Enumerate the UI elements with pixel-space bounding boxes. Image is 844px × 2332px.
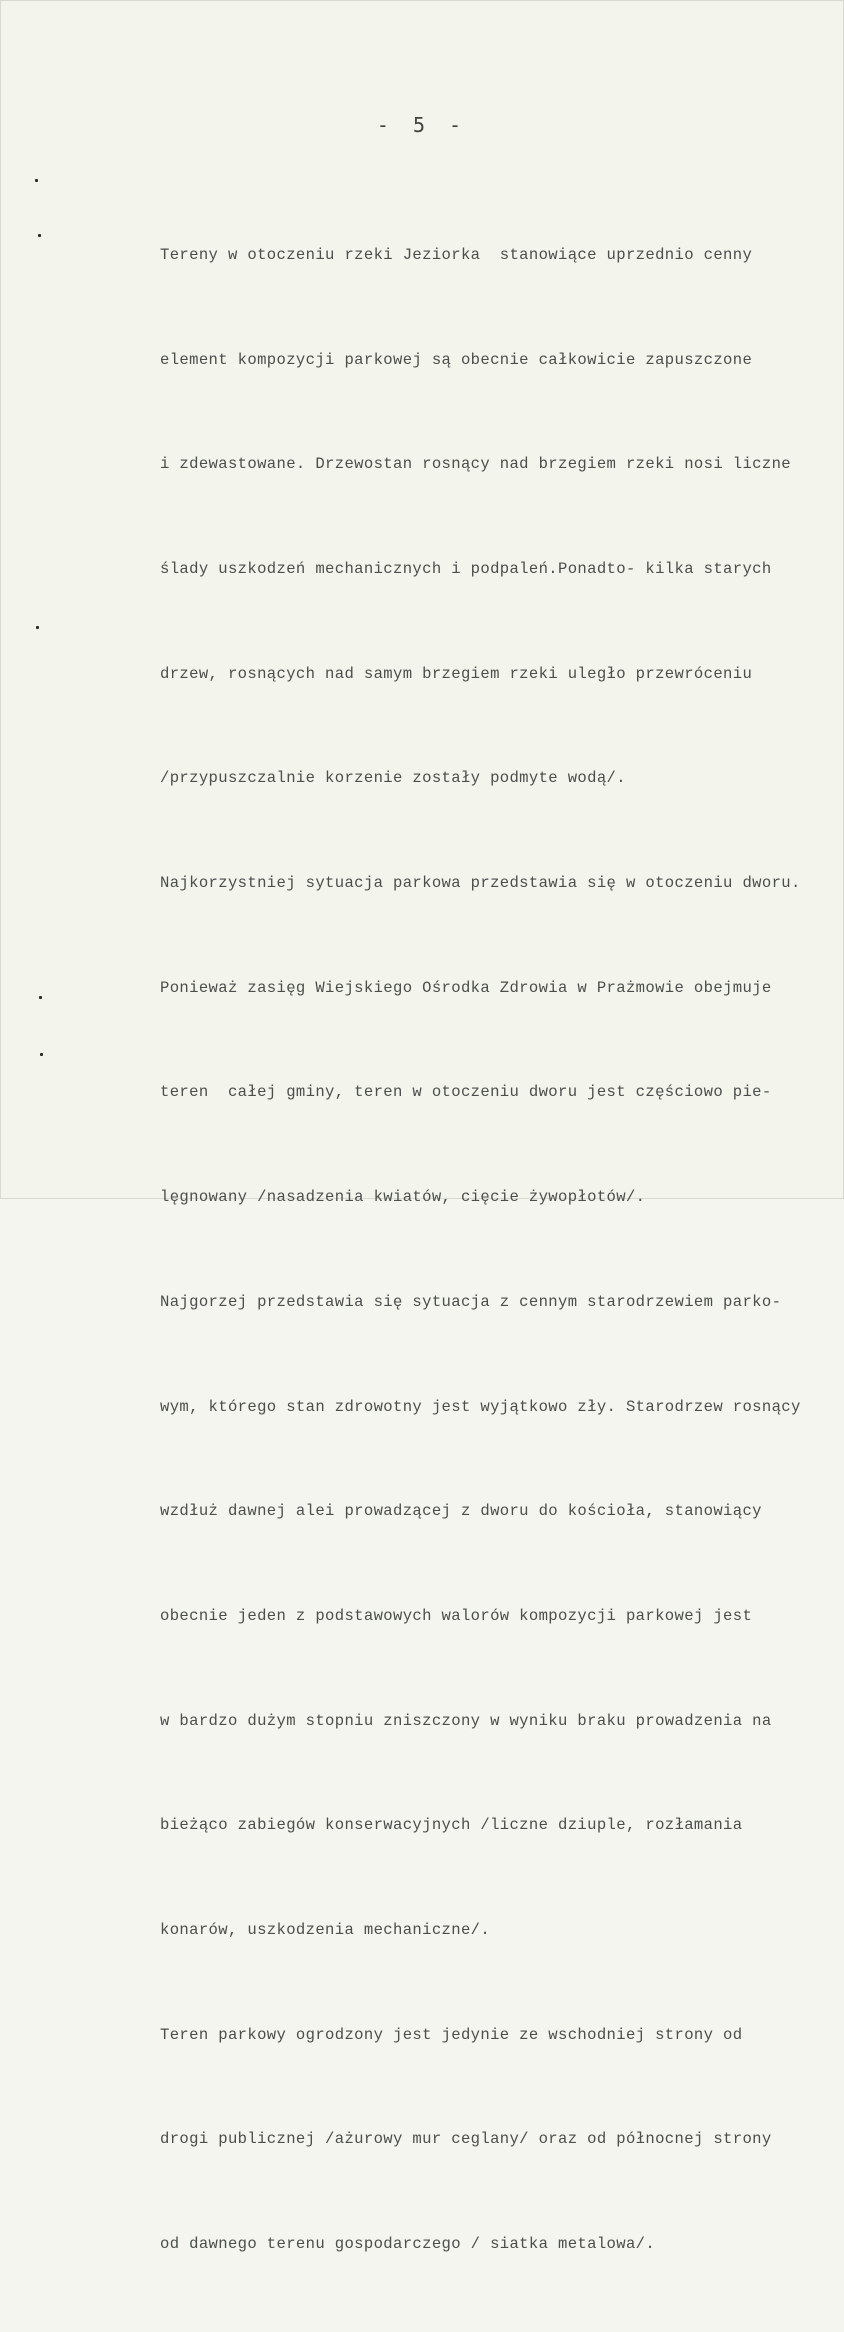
text-line: Tereny w otoczeniu rzeki Jeziorka stanowiące uprzednio cenny (160, 245, 753, 264)
page-number: - 5 - (376, 113, 468, 137)
text-line: Najgorzej przedstawia się sytuacja z cennym starodrzewiem parko- (160, 1292, 782, 1311)
text-line: /przypuszczalnie korzenie zostały podmyte wodą/. (160, 769, 626, 788)
text-line: konarów, uszkodzenia mechaniczne/. (160, 1921, 491, 1940)
margin-speck (38, 234, 41, 237)
text-line: ślady uszkodzeń mechanicznych i podpaleń.Ponadto- kilka starych (160, 559, 772, 578)
text-line: Teren parkowy ogrodzony jest jedynie ze wschodniej strony od (160, 2025, 743, 2044)
text-line: bieżąco zabiegów konserwacyjnych /liczne dziuple, rozłamania (160, 1816, 743, 1835)
text-line: teren całej gminy, teren w otoczeniu dworu jest częściowo pie- (160, 1083, 772, 1102)
text-line: drzew, rosnących nad samym brzegiem rzeki uległo przewróceniu (160, 664, 753, 683)
text-line: wzdłuż dawnej alei prowadzącej z dworu do kościoła, stanowiący (160, 1502, 762, 1521)
text-line: element kompozycji parkowej są obecnie całkowicie zapuszczone (160, 350, 753, 369)
text-line: obecnie jeden z podstawowych walorów kompozycji parkowej jest (160, 1606, 753, 1625)
margin-speck (39, 996, 42, 999)
margin-speck (36, 626, 39, 629)
text-line: Ponieważ zasięg Wiejskiego Ośrodka Zdrowia w Prażmowie obejmuje (160, 978, 772, 997)
margin-speck (35, 179, 38, 182)
text-line: od dawnego terenu gospodarczego / siatka metalowa/. (160, 2235, 656, 2254)
text-line: drogi publicznej /ażurowy mur ceglany/ oraz od północnej strony (160, 2130, 772, 2149)
margin-speck (40, 1053, 43, 1056)
text-line: wym, którego stan zdrowotny jest wyjątkowo zły. Starodrzew rosnący (160, 1397, 801, 1416)
text-line: Najkorzystniej sytuacja parkowa przedstawia się w otoczeniu dworu. (160, 874, 801, 893)
body-text (160, 168, 844, 2332)
text-line: i zdewastowane. Drzewostan rosnący nad brzegiem rzeki nosi liczne (160, 455, 792, 474)
text-line: w bardzo dużym stopniu zniszczony w wyniku braku prowadzenia na (160, 1711, 772, 1730)
text-line: lęgnowany /nasadzenia kwiatów, cięcie żywopłotów/. (160, 1188, 646, 1207)
